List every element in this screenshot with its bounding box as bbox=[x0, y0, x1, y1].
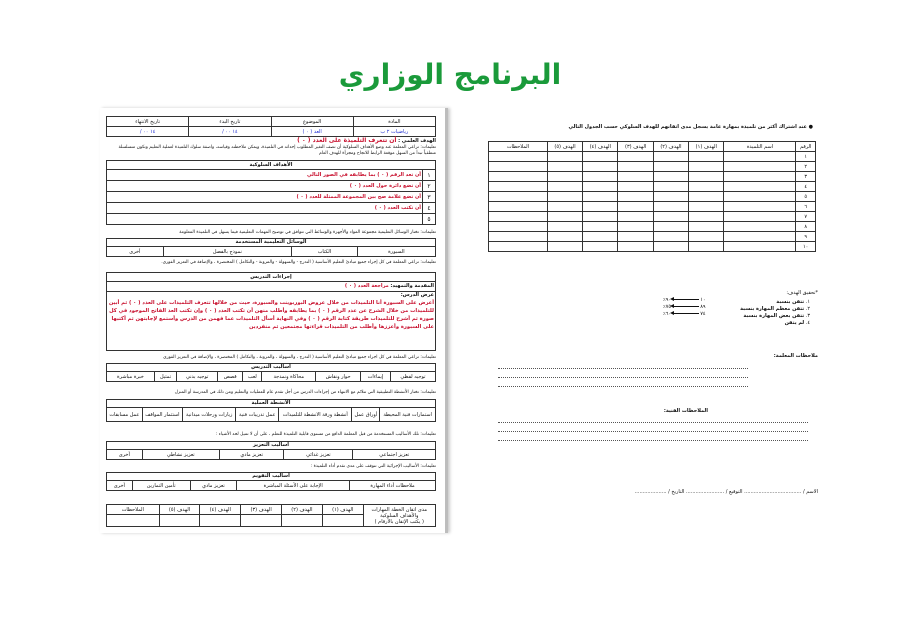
student-cell bbox=[489, 242, 548, 252]
assess-item: ملاحظات أداء المهارة bbox=[350, 481, 436, 491]
students-header: الهدف (١) bbox=[689, 142, 724, 152]
activity-item: عمل مسابقات bbox=[107, 408, 143, 422]
activity-item: استثمار المواقف bbox=[142, 408, 182, 422]
instruction-methods: تعليمات: تراعي المعلمة في كل اجراء جميع مبادئ التعليم الأساسية ( التدرج ، والسهولة ، والمرونة ، والتكامل ) المختصرة ، والإضافة في التعزيز الفوري bbox=[163, 355, 436, 360]
teacher-notes-label: ملاحظات المعلمة: bbox=[773, 353, 818, 359]
activity-item: أوراق عمل bbox=[352, 408, 380, 422]
tracking-page bbox=[468, 108, 823, 533]
student-cell bbox=[689, 182, 724, 192]
student-cell bbox=[489, 162, 548, 172]
reinforce-item: تعزيز غذائي bbox=[284, 450, 353, 460]
mastery-header-title: مدى اتقان الخطة المهارات والأهداف السلوكية bbox=[371, 506, 428, 519]
student-cell bbox=[618, 242, 653, 252]
achievement-value: ٧٥ bbox=[665, 304, 672, 310]
assess-item: تأمين التمارين bbox=[132, 481, 190, 491]
header-table bbox=[106, 116, 436, 137]
student-row bbox=[489, 162, 816, 172]
students-table bbox=[488, 141, 816, 252]
student-cell bbox=[724, 172, 796, 182]
student-cell bbox=[653, 242, 688, 252]
student-cell bbox=[547, 232, 582, 242]
assess-item: تعزيز مادي bbox=[190, 481, 237, 491]
students-header: اسم التلميذة bbox=[724, 142, 796, 152]
signature-row: الاسم / .................................... التوقيع / ........................ التاريخ / .................... bbox=[634, 489, 818, 495]
student-cell bbox=[489, 152, 548, 162]
objective-text: أن تضع علامة صح بين المجموعة الممثلة للعدد ( ٠ ) bbox=[107, 192, 423, 203]
achievement-number: ٣. bbox=[805, 313, 810, 319]
student-cell bbox=[689, 172, 724, 182]
header-value-end: / ١٤ ٠٠ bbox=[107, 127, 189, 137]
media-item: الكتاب bbox=[292, 247, 358, 257]
method-item: خبرة مباشرة bbox=[107, 372, 155, 382]
mastery-header: الهدف (٢) bbox=[282, 505, 323, 515]
student-cell bbox=[489, 182, 548, 192]
student-cell bbox=[653, 182, 688, 192]
lesson-cell bbox=[107, 292, 436, 351]
student-row bbox=[489, 182, 816, 192]
mastery-table bbox=[106, 504, 436, 527]
objectives-table bbox=[106, 160, 436, 225]
student-cell bbox=[618, 182, 653, 192]
student-cell bbox=[489, 202, 548, 212]
mastery-header: الهدف (٤) bbox=[200, 505, 241, 515]
reinforce-item: أخرى bbox=[107, 450, 143, 460]
row-number: ٩ bbox=[796, 232, 816, 242]
student-cell bbox=[583, 232, 618, 242]
header-label-topic: الموضوع bbox=[271, 117, 353, 127]
signature-name-label: الاسم / bbox=[802, 489, 818, 495]
row-number: ٢ bbox=[796, 162, 816, 172]
achievement-result: ٪١٠ bbox=[663, 297, 706, 303]
instruction-reinforcement: تعليمات: نلك الأساليب المستخدمة من قبل المعلمة الدافع من مستوى قابلية التلميذة للتعلم ، على أن لا تميل لحد الأشياء : bbox=[215, 432, 436, 437]
student-cell bbox=[583, 182, 618, 192]
row-number: ٣ bbox=[796, 172, 816, 182]
instruction-procedures: تعليمات: تراعي المعلمة في كل إجراء جميع مبادئ التعليم الأساسية ( التدرج - والسهولة - والمرونة - والتكامل ) المختصرة ، والإضافة في التعزيز الفوري. bbox=[161, 260, 436, 265]
achievement-number: ١. bbox=[805, 299, 810, 305]
note-line bbox=[498, 414, 808, 423]
arrow-left-icon bbox=[673, 313, 699, 314]
mastery-cell bbox=[200, 515, 241, 527]
note-line bbox=[498, 360, 748, 369]
arrow-left-icon bbox=[673, 306, 699, 307]
student-cell bbox=[653, 152, 688, 162]
student-cell bbox=[689, 152, 724, 162]
activity-item: عمل تدريبات فنية bbox=[236, 408, 279, 422]
objective-number: ٥ bbox=[423, 214, 436, 225]
reinforce-item: تعزيز مادي bbox=[219, 450, 283, 460]
student-cell bbox=[724, 222, 796, 232]
achievement-value: ٩٠ bbox=[665, 297, 672, 303]
students-header: الهدف (٢) bbox=[653, 142, 688, 152]
student-cell bbox=[547, 242, 582, 252]
page-title: البرنامج الوزاري bbox=[338, 58, 562, 91]
achievement-label: تتقن بنسبة bbox=[776, 299, 805, 305]
student-cell bbox=[618, 192, 653, 202]
student-cell bbox=[547, 162, 582, 172]
students-header: الهدف (٤) bbox=[583, 142, 618, 152]
mastery-header: الملاحظات bbox=[107, 505, 160, 515]
student-cell bbox=[653, 212, 688, 222]
student-cell bbox=[689, 222, 724, 232]
reinforce-item: تعزيز نشاطي bbox=[142, 450, 219, 460]
mastery-cell bbox=[322, 515, 363, 527]
instruction-activities: تعليمات: تختار الأنشطة التطبيقية التي تتلائم مع الانتهاء من إجراءات الدرس من أجل تقدم عام للعمليات والتعليم ومن ذلك في المدرسة أو المنزل bbox=[174, 390, 436, 395]
student-cell bbox=[689, 202, 724, 212]
student-row bbox=[489, 212, 816, 222]
student-row bbox=[489, 222, 816, 232]
row-number: ٤ bbox=[796, 182, 816, 192]
student-cell bbox=[547, 182, 582, 192]
student-cell bbox=[653, 222, 688, 232]
reinforcement-title: أساليب التعزيز bbox=[107, 442, 436, 450]
method-item: تمثيل bbox=[154, 372, 177, 382]
student-cell bbox=[583, 242, 618, 252]
students-header: الرقم bbox=[796, 142, 816, 152]
row-number: ٥ bbox=[796, 192, 816, 202]
general-goal-label: الهدف العلمي : bbox=[398, 138, 436, 144]
student-cell bbox=[653, 172, 688, 182]
general-goal bbox=[106, 137, 436, 145]
objective-text: أن تضع دائرة حول العدد ( ٠ ) bbox=[107, 181, 423, 192]
student-cell bbox=[618, 172, 653, 182]
procedures-title: إجراءات التدريس bbox=[107, 273, 436, 282]
student-cell bbox=[583, 222, 618, 232]
media-item: السبورة bbox=[357, 247, 435, 257]
student-cell bbox=[489, 172, 548, 182]
note-line bbox=[498, 423, 808, 432]
header-label-end: تاريخ الانتهاء bbox=[107, 117, 189, 127]
methods-table bbox=[106, 363, 436, 382]
objective-number: ٤ bbox=[423, 203, 436, 214]
student-cell bbox=[489, 192, 548, 202]
tracking-instruction-text: عند اشتراك أكثر من تلميذة بمهارة عامة يسجل مدى اتقانهم للهدف السلوكي حسب الجدول التالي bbox=[568, 124, 807, 130]
signature-sign-label: التوقيع / bbox=[725, 489, 743, 495]
lesson-plan-page bbox=[100, 108, 448, 533]
student-cell bbox=[547, 202, 582, 212]
activities-table bbox=[106, 399, 436, 422]
mastery-header bbox=[363, 505, 435, 527]
tech-notes-lines bbox=[498, 414, 808, 441]
achievement-value: ٦٠ bbox=[665, 311, 672, 317]
student-cell bbox=[547, 172, 582, 182]
method-item: محاكاة ونمذجة bbox=[262, 372, 316, 382]
tracking-instruction bbox=[478, 124, 813, 131]
teacher-notes-lines bbox=[498, 360, 748, 387]
student-cell bbox=[653, 192, 688, 202]
students-header: الملاحظات bbox=[489, 142, 548, 152]
student-row bbox=[489, 232, 816, 242]
reinforce-item: تعزيز اجتماعي bbox=[353, 450, 436, 460]
achievement-result: ٪٨٩ bbox=[663, 304, 706, 310]
activity-item: استمارات فنية المحيطة bbox=[380, 408, 436, 422]
row-number: ٧ bbox=[796, 212, 816, 222]
student-cell bbox=[583, 192, 618, 202]
activities-title: الأنشطة العملية bbox=[107, 400, 436, 408]
note-line bbox=[498, 369, 748, 378]
objective-number: ٣ bbox=[423, 192, 436, 203]
general-goal-text: أن تتعرف التلميذة على العدد ( ٠ ) bbox=[297, 137, 397, 144]
activity-item: أنشطة ورقة الانشطة للتلميذات bbox=[279, 408, 352, 422]
student-cell bbox=[583, 172, 618, 182]
student-row bbox=[489, 192, 816, 202]
achievement-value-row bbox=[663, 297, 723, 304]
lesson-text: أعرض على السبورة أنا التلميذات من خلال عروض البوربوينت والسبورة، حيث من خلالها تتعرف التلميذات على العدد ( ٠ ) ثم أبين للتلميذات من خلال الشرح عن عدد الرقم ( ٠ ) بما يطابقه وأطلب منهن أن تكتب العدد ( ٠ ) وإن تكتب العد الفاتح الموجود في كل صورة ثم أشرح للتلميذات طريقة كتابة الرقم ( ٠ ) وفي النهاية أسأل التلميذات عما فهمن من الدرس وأستمع لإجابتهن ثم أكتبها على السبورة وأعززها وأطلب من التلميذات قراءتها مجتمعين ثم منفردين bbox=[108, 300, 434, 330]
student-cell bbox=[653, 162, 688, 172]
media-table bbox=[106, 238, 436, 257]
method-item: إيماءات bbox=[361, 372, 391, 382]
row-number: ٨ bbox=[796, 222, 816, 232]
student-cell bbox=[618, 212, 653, 222]
student-row bbox=[489, 242, 816, 252]
student-cell bbox=[724, 162, 796, 172]
mastery-header: الهدف (٥) bbox=[159, 505, 200, 515]
method-item: توجيه لفظي bbox=[390, 372, 435, 382]
achievement-number: ٤. bbox=[805, 320, 810, 326]
achievement-value-row bbox=[663, 311, 723, 318]
row-number: ١ bbox=[796, 152, 816, 162]
student-cell bbox=[724, 202, 796, 212]
student-cell bbox=[489, 212, 548, 222]
assess-item: أخرى bbox=[107, 481, 133, 491]
achievement-result: ٪٧٤ bbox=[663, 311, 706, 317]
student-cell bbox=[583, 162, 618, 172]
mastery-header: الهدف (١) bbox=[322, 505, 363, 515]
tech-notes-label: الملاحظات الفنية: bbox=[663, 408, 708, 414]
achievement-number: ٢. bbox=[805, 306, 810, 312]
achievement-label: تتقن معظم المهارة بنسبة bbox=[740, 306, 805, 312]
student-cell bbox=[547, 222, 582, 232]
mastery-cell bbox=[107, 515, 160, 527]
student-cell bbox=[689, 212, 724, 222]
assessment-title: أساليب التقويم bbox=[107, 473, 436, 481]
student-cell bbox=[724, 232, 796, 242]
achievement-title: *تحقيق الهدف: bbox=[786, 290, 818, 296]
student-cell bbox=[724, 192, 796, 202]
mastery-note: ( يكتب الإتقان بالأرقام ) bbox=[374, 518, 425, 525]
achievement-label: تتقن بعض المهارة بنسبة bbox=[743, 313, 805, 319]
student-row bbox=[489, 202, 816, 212]
student-cell bbox=[583, 202, 618, 212]
achievement-value-row bbox=[663, 304, 723, 311]
assessment-table bbox=[106, 472, 436, 491]
note-line bbox=[498, 378, 748, 387]
student-cell bbox=[489, 232, 548, 242]
activity-item: زيارات ورحلات ميدانية bbox=[183, 408, 236, 422]
intro-label: المقدمة والتمهيد: bbox=[390, 283, 434, 289]
methods-title: أساليب التدريس bbox=[107, 364, 436, 372]
assess-item: الإجابة على الأسئلة المباشرة bbox=[237, 481, 350, 491]
instruction-assessment: تعليمات: الأساليب الإجرائية التي تتوقف على مدى تقدم أداء التلميذة : bbox=[310, 464, 436, 469]
student-cell bbox=[489, 222, 548, 232]
objectives-title: الأهداف السلوكية bbox=[107, 161, 436, 170]
student-cell bbox=[547, 192, 582, 202]
students-header: الهدف (٥) bbox=[547, 142, 582, 152]
student-cell bbox=[583, 152, 618, 162]
mastery-cell bbox=[241, 515, 282, 527]
student-cell bbox=[724, 152, 796, 162]
student-cell bbox=[724, 182, 796, 192]
reinforcement-table bbox=[106, 441, 436, 460]
student-row bbox=[489, 172, 816, 182]
achievement-values bbox=[663, 297, 723, 318]
students-header: الهدف (٣) bbox=[618, 142, 653, 152]
student-cell bbox=[618, 152, 653, 162]
arrow-left-icon bbox=[673, 299, 699, 300]
student-row bbox=[489, 152, 816, 162]
mastery-header: الهدف (٣) bbox=[241, 505, 282, 515]
note-line bbox=[498, 432, 808, 441]
student-cell bbox=[724, 242, 796, 252]
student-cell bbox=[618, 232, 653, 242]
student-cell bbox=[618, 222, 653, 232]
row-number: ٦ bbox=[796, 202, 816, 212]
student-cell bbox=[583, 212, 618, 222]
student-cell bbox=[653, 232, 688, 242]
bullet-icon: ● bbox=[808, 124, 813, 130]
student-cell bbox=[618, 162, 653, 172]
header-label-subject: المادة bbox=[353, 117, 435, 127]
lesson-label: عرض الدرس: bbox=[400, 292, 434, 298]
student-cell bbox=[653, 202, 688, 212]
achievement-label: لم يتقن bbox=[784, 320, 805, 326]
student-cell bbox=[689, 232, 724, 242]
signature-date-label: التاريخ / bbox=[668, 489, 685, 495]
student-cell bbox=[547, 212, 582, 222]
method-item: حوار ونقاش bbox=[316, 372, 361, 382]
student-cell bbox=[618, 202, 653, 212]
student-cell bbox=[547, 152, 582, 162]
method-item: قصص bbox=[218, 372, 243, 382]
student-cell bbox=[724, 212, 796, 222]
header-value-subject: رياضيات ٢ ب bbox=[353, 127, 435, 137]
media-item: نموذج بالفصل bbox=[163, 247, 291, 257]
intro-row bbox=[107, 282, 436, 292]
media-item: أخرى bbox=[107, 247, 164, 257]
objective-text bbox=[107, 214, 423, 225]
achievement-row bbox=[678, 320, 810, 327]
header-value-topic: العد ( ٠ ) bbox=[271, 127, 353, 137]
method-item: لعب bbox=[243, 372, 262, 382]
mastery-cell bbox=[282, 515, 323, 527]
method-item: توجيه بدني bbox=[177, 372, 218, 382]
row-number: ١٠ bbox=[796, 242, 816, 252]
objective-number: ١ bbox=[423, 170, 436, 181]
student-cell bbox=[689, 192, 724, 202]
header-value-start: / ١٤ ٠٠ bbox=[189, 127, 271, 137]
objective-text: أن تعد الرقم ( ٠ ) بما يطابقه في الصور التالي bbox=[107, 170, 423, 181]
header-label-start: تاريخ البدء bbox=[189, 117, 271, 127]
instruction-media: تعليمات: تختار الوسائل التعليمية مجموعة المواد والأجهزة والوسائط التي تتوافق في توضيح المهمات التعليمية فيما يسهل في التلميذة المعلومة bbox=[179, 230, 436, 235]
procedures-table bbox=[106, 272, 436, 351]
objective-number: ٢ bbox=[423, 181, 436, 192]
objective-text: أن تكتب العدد ( ٠ ) bbox=[107, 203, 423, 214]
instruction-objectives: تعليمات: تراعي المعلمة عند وضع الأهداف السلوكية أن تصف التغير المطلوب إحداثه في التلميذة، ويمكن ملاحظته وقياسه، واصفة سلوك التلميذة لعملية التعليم وتكون متسلسلة منطقياً تبدأ من السهل موقعة الرابط للانجاح ومجزأة للهدف العام bbox=[118, 145, 436, 156]
media-title: الوسائل التعليمية المستخدمة bbox=[107, 239, 436, 247]
intro-value: مراجعة العدد ( ٠ ) bbox=[344, 283, 389, 289]
student-cell bbox=[689, 242, 724, 252]
student-cell bbox=[689, 162, 724, 172]
mastery-cell bbox=[159, 515, 200, 527]
